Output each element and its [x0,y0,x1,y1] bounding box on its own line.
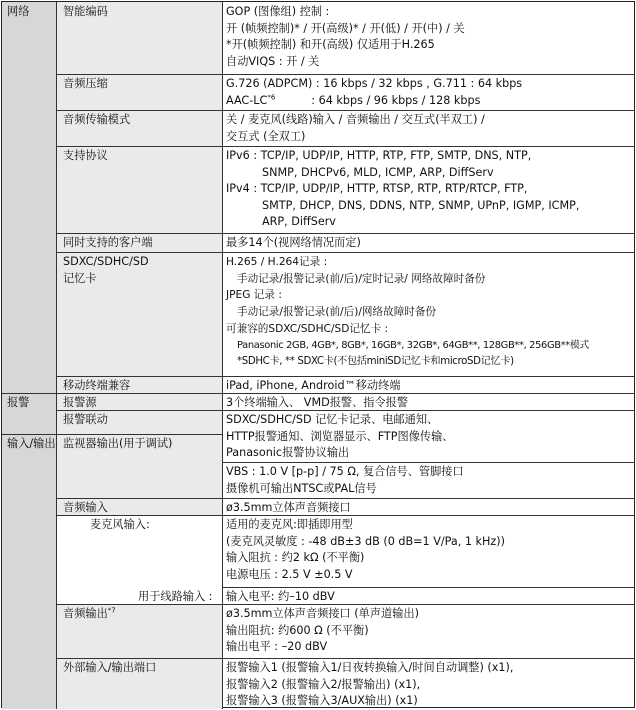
grid-vline-category [56,2,57,709]
label-alarm-source: 报警源 [56,393,222,410]
category-network: 网络 [2,2,56,393]
label-audio-compression: 音频压缩 [56,74,222,110]
category-alarm: 报警 [2,393,56,434]
grid-hline [56,658,634,659]
grid-hline [222,587,634,588]
label-line-in: 用于线路输入 : [56,587,222,604]
value-mic-in: 适用的麦克风:即插即用型 (麦克风灵敏度 : -48 dB±3 dB (0 dB=1 V/Pa, 1 kHz)) 输入阻抗 : 约2 kΩ (不平衡) 电源电压 : 2.5 V ±0.5 V [226,518,506,581]
value-alarm-source: 3个终端输入、 VMD报警、指令报警 [226,396,409,409]
grid-hline [2,393,634,394]
category-io: 输入/输出 [2,434,56,709]
value-audio-in: ø3.5mm立体声音频接口 [226,501,351,514]
value-sd-card: H.265 / H.264记录 : 手动记录/报警记录(前/后)/定时记录/ 网络故障时备份 JPEG 记录 : 手动记录/报警记录(前/后)/网络故障时备份 可兼容的SDXC/SDHC/SD记忆卡 : Panasonic 2GB, 4GB*, 8GB*, 16GB*, 32GB*, 64GB**, 128GB**, 256GB**模式 *SDHC卡, ** SDXC卡(不包括miniSD记忆卡和microSD记忆卡) [226,256,589,368]
label-ext-io: 外部输入/输出端口 [56,658,222,709]
value-audio-out: ø3.5mm立体声音频接口 (单声道输出) 输出阻抗: 约600 Ω (不平衡) 输出电平 : –20 dBV [226,607,419,653]
label-alarm-action: 报警联动 [56,410,222,434]
grid-hline [56,74,634,75]
grid-hline [56,604,634,605]
value-audio-mode: 关 / 麦克风(线路)输入 / 音频输出 / 交互式(半双工) / 交互式 (全双工) [226,113,485,143]
grid-hline [56,146,634,147]
grid-hline [56,252,634,253]
label-audio-out: 音频输出$^{*7}$ [56,604,222,658]
label-mic-in: 麦克风输入: [56,515,222,587]
value-smart-coding: GOP (图像组) 控制 : 开 (帧频控制)* / 开(高级)* / 开(低) / 开(中) / 关 *开(帧频控制) 和开(高级) 仅适用于H.265 自动VIQS : 开 / 关 [226,5,465,68]
grid-vline-label [222,2,223,709]
value-alarm-action: SDXC/SDHC/SD 记忆卡记录、电邮通知、 HTTP报警通知、浏览器显示、FTP图像传输、 Panasonic报警协议输出 [222,410,634,462]
label-clients: 同时支持的客户端 [56,233,222,252]
value-mobile: iPad, iPhone, Android™移动终端 [226,379,401,392]
value-line-in: 输入电平: 约–10 dBV [226,590,335,603]
label-monitor-out: 监视器输出(用于调试) [56,434,222,498]
grid-hline [56,110,634,111]
value-ext-io: 报警输入1 (报警输入1/日夜转换输入/时间自动调整) (x1), 报警输入2 (报警输入2/报警输出) (x1), 报警输入3 (报警输入3/AUX输出) (x1) [226,661,514,707]
spec-table [1,1,635,708]
label-audio-in: 音频输入 [56,498,222,515]
value-monitor-out: VBS : 1.0 V [p-p] / 75 Ω, 复合信号、管脚接口 摄像机可输出NTSC或PAL信号 [226,465,464,495]
grid-hline [56,376,634,377]
label-audio-mode: 音频传输模式 [56,110,222,146]
value-clients: 最多14个(视网络情况而定) [226,236,361,249]
value-audio-compression: G.726 (ADPCM) : 16 kbps / 32 kbps , G.711 : 64 kbps AAC-LC$^{*6}$ : 64 kbps / 96 kbps / 128 kbps [226,77,523,107]
label-smart-coding: 智能编码 [56,2,222,74]
grid-hline [56,233,634,234]
label-mobile: 移动终端兼容 [56,376,222,393]
label-protocols: 支持协议 [56,146,222,233]
grid-hline [56,410,634,411]
grid-hline [2,434,222,435]
value-protocols: IPv6 : TCP/IP, UDP/IP, HTTP, RTP, FTP, SMTP, DNS, NTP, SNMP, DHCPv6, MLD, ICMP, ARP, DiffServ IPv4 : TCP/IP, UDP/IP, HTTP, RTSP, RTP, RTP/RTCP, FTP, SMTP, DHCP, DNS, DDNS, NTP, SNMP, UPnP, IGMP, ICMP, ARP, DiffServ [226,149,580,228]
grid-hline [56,498,634,499]
grid-hline [222,462,634,463]
label-sd-card: SDXC/SDHC/SD 记忆卡 [56,252,222,376]
grid-hline [56,515,634,516]
